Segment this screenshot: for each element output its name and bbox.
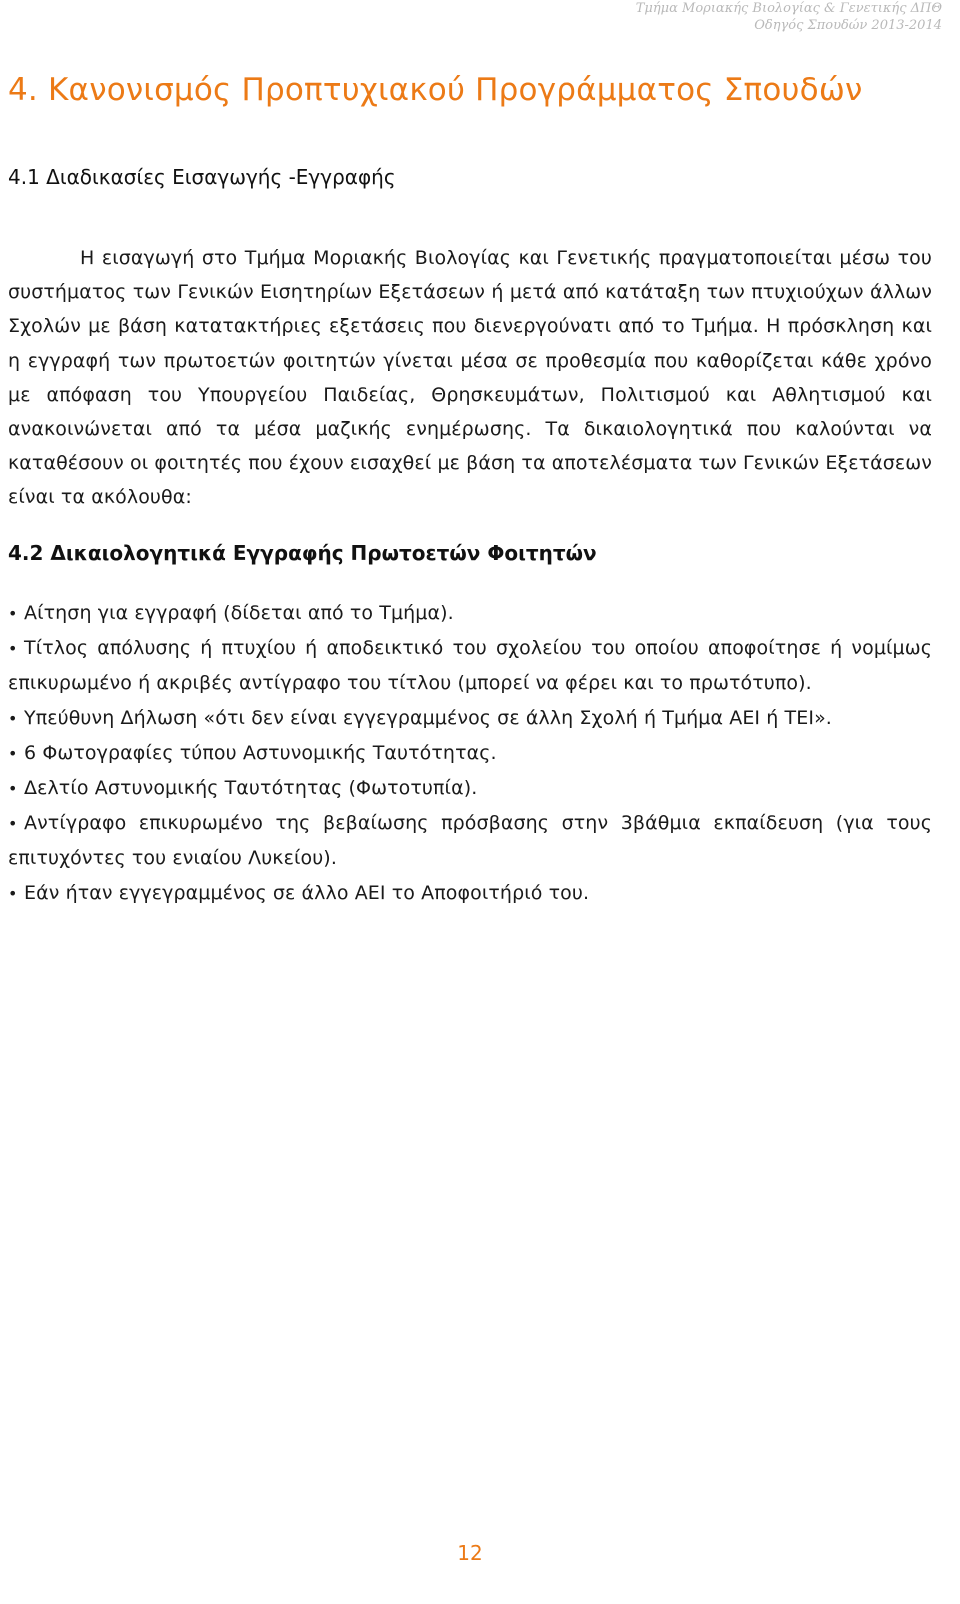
list-item-text: 6 Φωτογραφίες τύπου Αστυνομικής Ταυτότητας. [24, 741, 497, 764]
list-item [8, 596, 932, 631]
bullet-icon: • [8, 883, 18, 903]
list-item [8, 631, 932, 700]
bullet-icon: • [8, 604, 18, 623]
bullet-icon: • [8, 743, 18, 763]
list-item-text: Εάν ήταν εγγεγραμμένος σε άλλο ΑΕΙ το Αποφοιτήριό του. [24, 881, 590, 904]
admission-paragraph: Η εισαγωγή στο Τμήμα Μοριακής Βιολογίας και Γενετικής πραγματοποιείται μέσω του συστήματος των Γενικών Εισητηρίων Εξετάσεων ή μετά από κατάταξη των πτυχιούχων άλλων Σχολών με βάση κατατακτήριες εξετάσεις που διενεργούνατι από το Τμήμα. Η πρόσκληση και η εγγραφή των πρωτοετών φοιτητών γίνεται μέσα σε προθεσμία που καθορίζεται κάθε χρόνο με απόφαση του Υπουργείου Παιδείας, Θρησκευμάτων, Πολιτισμού και Αθλητισμού και ανακοινώνεται από τα μέσα μαζικής ενημέρωσης. Τα δικαιολογητικά που καλούνται να καταθέσουν οι φοιτητές που έχουν εισαχθεί με βάση τα αποτελέσματα των Γενικών Εξετάσεων είναι τα ακόλουθα: [8, 247, 932, 509]
bullet-icon: • [8, 708, 18, 728]
list-item-text: Αντίγραφο επικυρωμένο της βεβαίωσης πρόσβασης στην 3βάθμια εκπαίδευση (για τους επιτυχόντες του ενιαίου Λυκείου). [8, 812, 932, 870]
list-item [8, 806, 932, 875]
list-item-text: Δελτίο Αστυνομικής Ταυτότητας (Φωτοτυπία). [24, 777, 478, 800]
running-header-department: Τμήμα Μοριακής Βιολογίας & Γενετικής ΔΠΘ [635, 1, 942, 16]
list-item-text: Αίτηση για εγγραφή (δίδεται από το Τμήμα). [24, 602, 454, 624]
list-item [8, 771, 932, 806]
running-header-guide: Οδηγός Σπουδών 2013-2014 [754, 18, 942, 33]
list-item-text: Υπεύθυνη Δήλωση «ότι δεν είναι εγγεγραμμένος σε άλλη Σχολή ή Τμήμα ΑΕΙ ή ΤΕΙ». [24, 706, 832, 729]
section-title-admission: 4.1 Διαδικασίες Εισαγωγής -Εγγραφής [8, 165, 396, 189]
bullet-icon: • [8, 814, 18, 834]
list-item [8, 701, 932, 736]
running-header [636, 0, 942, 34]
list-item [8, 876, 932, 911]
chapter-title: 4. Κανονισμός Προπτυχιακού Προγράμματος Σπουδών [8, 72, 863, 108]
bullet-icon: • [8, 779, 18, 799]
page-number: 12 [457, 1541, 483, 1565]
list-item-text: Τίτλος απόλυσης ή πτυχίου ή αποδεικτικό του σχολείου του οποίου αποφοίτησε ή νομίμως επικυρωμένο ή ακριβές αντίγραφο του τίτλου (μπορεί να φέρει και το πρωτότυπο). [8, 637, 932, 695]
bullet-icon: • [8, 639, 18, 659]
required-documents-list [8, 596, 932, 911]
list-item [8, 736, 932, 771]
section-title-documents: 4.2 Δικαιολογητικά Εγγραφής Πρωτοετών Φοιτητών [8, 541, 597, 565]
